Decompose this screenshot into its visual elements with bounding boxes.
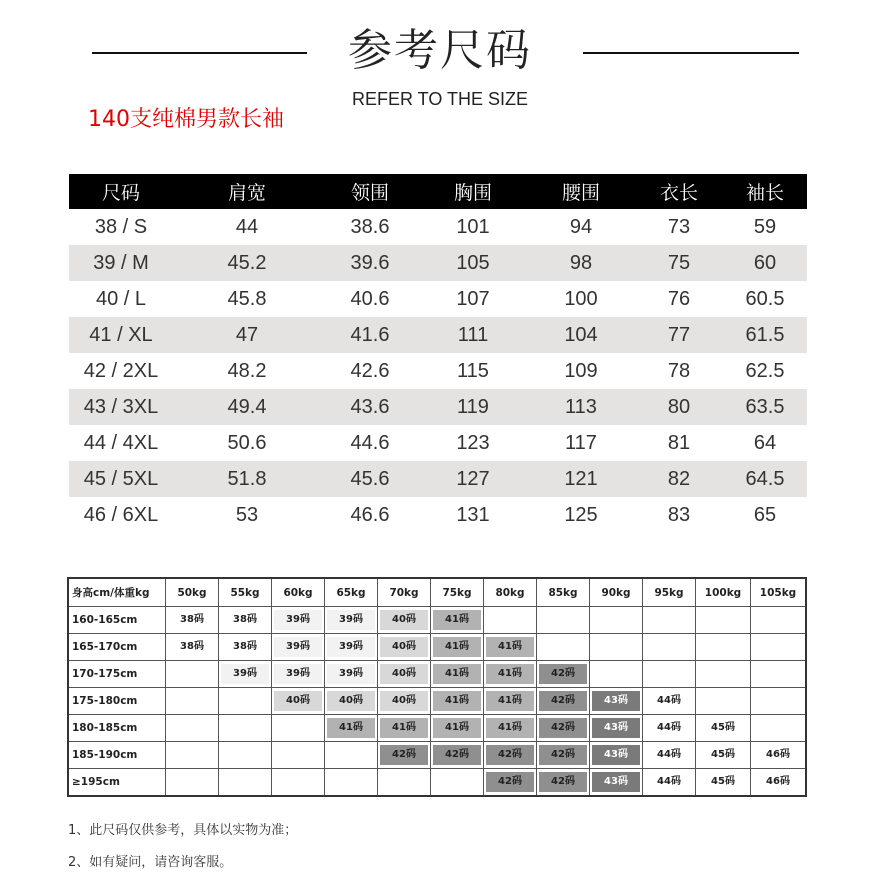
- rec-grid-cell: [590, 634, 643, 661]
- size-table-cell: 75: [667, 251, 691, 274]
- recommended-size-chip: 42码: [539, 691, 587, 711]
- rec-grid-cell: [219, 742, 272, 769]
- rec-grid-cell: [219, 634, 272, 661]
- size-table-cell: 65: [753, 503, 777, 526]
- recommended-size-chip: 42码: [486, 772, 534, 792]
- recommended-size-chip: 42码: [486, 745, 534, 765]
- size-table-cell: 73: [667, 215, 691, 238]
- rec-grid-cell: [431, 742, 484, 769]
- rec-grid-cell: [219, 769, 272, 797]
- size-table-cell: 44 / 4XL: [83, 431, 159, 454]
- size-table-cell: 40.6: [350, 287, 390, 310]
- size-table-cell: 127: [456, 467, 490, 490]
- rec-grid-weight-header: 50kg: [166, 578, 219, 607]
- rec-grid-cell: [272, 607, 325, 634]
- rec-grid-cell: [325, 661, 378, 688]
- size-table: [69, 174, 807, 533]
- rec-grid-cell: [431, 607, 484, 634]
- size-table-cell: 104: [564, 323, 598, 346]
- size-table-header-cell: 胸围: [453, 182, 492, 204]
- recommended-size-chip: 41码: [433, 664, 481, 684]
- recommended-size-chip: 41码: [433, 718, 481, 738]
- rec-grid-cell: [696, 715, 751, 742]
- rec-grid-row: [68, 634, 806, 661]
- rec-grid-height-label: 160-165cm: [68, 607, 166, 634]
- rec-grid-cell: [696, 634, 751, 661]
- rec-grid-cell: [378, 634, 431, 661]
- size-table-cell: 38.6: [350, 215, 390, 238]
- size-table-cell: 40 / L: [95, 287, 147, 310]
- rec-grid-cell: [643, 769, 696, 797]
- recommended-size-chip: 46码: [754, 745, 802, 765]
- recommended-size-chip: 40码: [380, 691, 428, 711]
- rec-grid-cell: [590, 715, 643, 742]
- rec-grid-cell: [272, 715, 325, 742]
- recommended-size-chip: 40码: [327, 691, 375, 711]
- size-table-cell: 53: [235, 503, 259, 526]
- size-table-cell: 80: [667, 395, 691, 418]
- size-table-cell: 121: [564, 467, 598, 490]
- rec-grid-cell: [537, 742, 590, 769]
- recommended-size-chip: 39码: [274, 610, 322, 630]
- rec-grid-cell: [537, 715, 590, 742]
- rec-grid-cell: [431, 688, 484, 715]
- size-table-cell: 38 / S: [94, 215, 148, 238]
- rec-grid-cell: [431, 715, 484, 742]
- title-rule-right: [583, 52, 799, 54]
- recommended-size-chip: 38码: [233, 614, 257, 625]
- rec-grid-cell: [378, 607, 431, 634]
- rec-grid-cell: [378, 688, 431, 715]
- rec-grid-cell: [378, 769, 431, 797]
- rec-grid-cell: [537, 607, 590, 634]
- size-table-cell: 39.6: [350, 251, 390, 274]
- rec-grid-cell: [272, 769, 325, 797]
- recommended-size-chip: 38码: [180, 641, 204, 652]
- size-table-cell: 60: [753, 251, 777, 274]
- rec-grid-weight-header: 85kg: [537, 578, 590, 607]
- rec-grid-cell: [751, 607, 807, 634]
- size-table-row: [69, 497, 807, 533]
- rec-grid-height-label: ≥195cm: [68, 769, 166, 797]
- rec-grid-height-label: 180-185cm: [68, 715, 166, 742]
- recommended-size-chip: 41码: [380, 718, 428, 738]
- size-table-cell: 48.2: [227, 359, 267, 382]
- rec-grid-cell: [484, 661, 537, 688]
- size-table-cell: 82: [667, 467, 691, 490]
- rec-grid-cell: [696, 607, 751, 634]
- recommended-size-chip: 44码: [645, 691, 693, 711]
- rec-grid-row: [68, 607, 806, 634]
- rec-grid-cell: [272, 742, 325, 769]
- rec-grid-cell: [751, 769, 807, 797]
- rec-grid-height-label: 185-190cm: [68, 742, 166, 769]
- recommended-size-chip: 39码: [221, 664, 269, 684]
- size-table-cell: 43.6: [350, 395, 390, 418]
- rec-grid-cell: [590, 769, 643, 797]
- recommended-size-chip: 45码: [699, 772, 747, 792]
- recommended-size-chip: 42码: [539, 745, 587, 765]
- size-table-row: [69, 461, 807, 497]
- product-subtitle: 140支纯棉男款长袖: [88, 107, 284, 132]
- rec-grid-cell: [325, 715, 378, 742]
- rec-grid-cell: [219, 661, 272, 688]
- rec-grid-weight-header: 90kg: [590, 578, 643, 607]
- rec-grid-cell: [590, 688, 643, 715]
- rec-grid-cell: [166, 634, 219, 661]
- rec-grid-row: [68, 688, 806, 715]
- rec-grid-cell: [325, 742, 378, 769]
- rec-grid-cell: [484, 607, 537, 634]
- rec-grid-height-label: 165-170cm: [68, 634, 166, 661]
- rec-grid-cell: [643, 634, 696, 661]
- rec-grid-row: [68, 661, 806, 688]
- rec-grid-cell: [484, 634, 537, 661]
- page-title: 参考尺码: [348, 25, 532, 76]
- rec-grid-cell: [166, 742, 219, 769]
- recommended-size-chip: 42码: [539, 718, 587, 738]
- rec-grid-cell: [751, 688, 807, 715]
- size-table-cell: 49.4: [227, 395, 267, 418]
- size-table-cell: 41 / XL: [89, 323, 153, 346]
- rec-grid-cell: [643, 715, 696, 742]
- title-rule-left: [92, 52, 307, 54]
- rec-grid-weight-header: 60kg: [272, 578, 325, 607]
- rec-grid-cell: [590, 607, 643, 634]
- size-table-cell: 125: [564, 503, 598, 526]
- size-table-cell: 115: [457, 359, 489, 382]
- rec-grid-cell: [537, 661, 590, 688]
- recommended-size-chip: 45码: [699, 745, 747, 765]
- rec-grid-cell: [166, 715, 219, 742]
- rec-grid-row: [68, 715, 806, 742]
- rec-grid-cell: [643, 607, 696, 634]
- size-table-cell: 42 / 2XL: [83, 359, 159, 382]
- recommended-size-chip: 42码: [539, 664, 587, 684]
- rec-grid-cell: [378, 742, 431, 769]
- rec-grid-weight-header: 105kg: [751, 578, 807, 607]
- recommended-size-chip: 43码: [592, 772, 640, 792]
- rec-grid-cell: [643, 688, 696, 715]
- rec-grid-cell: [272, 661, 325, 688]
- size-table-cell: 117: [565, 431, 597, 454]
- recommended-size-chip: 42码: [539, 772, 587, 792]
- size-table-cell: 78: [667, 359, 691, 382]
- size-table-cell: 44: [235, 215, 259, 238]
- recommended-size-chip: 41码: [486, 691, 534, 711]
- rec-grid-cell: [484, 742, 537, 769]
- recommended-size-chip: 39码: [274, 664, 322, 684]
- size-table-header-cell: 肩宽: [227, 182, 266, 204]
- rec-grid-cell: [537, 634, 590, 661]
- rec-grid-cell: [272, 688, 325, 715]
- rec-grid-cell: [219, 715, 272, 742]
- rec-grid-cell: [537, 769, 590, 797]
- recommended-size-chip: 43码: [592, 691, 640, 711]
- size-table-header: [69, 174, 807, 209]
- recommended-size-chip: 41码: [486, 718, 534, 738]
- size-table-row: [69, 425, 807, 461]
- rec-grid-cell: [378, 715, 431, 742]
- rec-grid-corner: 身高cm/体重kg: [68, 578, 166, 607]
- size-table-cell: 107: [456, 287, 490, 310]
- recommended-size-chip: 40码: [274, 691, 322, 711]
- rec-grid-cell: [166, 607, 219, 634]
- size-table-cell: 76: [667, 287, 691, 310]
- recommended-size-chip: 44码: [645, 745, 693, 765]
- rec-grid-cell: [325, 634, 378, 661]
- rec-grid-cell: [590, 661, 643, 688]
- size-table-cell: 109: [564, 359, 598, 382]
- rec-grid-cell: [751, 742, 807, 769]
- size-table-cell: 100: [564, 287, 598, 310]
- rec-grid-cell: [219, 607, 272, 634]
- size-table-row: [69, 353, 807, 389]
- recommended-size-chip: 44码: [645, 772, 693, 792]
- rec-grid-row: [68, 769, 806, 797]
- recommended-size-chip: 41码: [433, 610, 481, 630]
- size-table-cell: 51.8: [227, 467, 267, 490]
- size-table-cell: 43 / 3XL: [83, 395, 159, 418]
- rec-grid-cell: [166, 688, 219, 715]
- recommended-size-chip: 41码: [486, 664, 534, 684]
- size-table-cell: 101: [456, 215, 490, 238]
- size-table-cell: 63.5: [745, 395, 785, 418]
- rec-grid-weight-header: 100kg: [696, 578, 751, 607]
- rec-grid-cell: [696, 769, 751, 797]
- note-reference: 1、此尺码仅供参考，具体以实物为准；: [68, 823, 298, 838]
- recommended-size-chip: 40码: [380, 664, 428, 684]
- size-table-cell: 111: [457, 323, 489, 346]
- rec-grid-cell: [325, 769, 378, 797]
- rec-grid-cell: [484, 715, 537, 742]
- size-table-cell: 131: [456, 503, 490, 526]
- rec-grid-cell: [643, 742, 696, 769]
- size-table-row: [69, 209, 807, 245]
- size-table-header-cell: 袖长: [745, 182, 784, 204]
- size-table-cell: 83: [667, 503, 691, 526]
- rec-grid-height-label: 175-180cm: [68, 688, 166, 715]
- recommended-size-chip: 40码: [380, 610, 428, 630]
- rec-grid-cell: [696, 742, 751, 769]
- rec-grid-cell: [431, 769, 484, 797]
- recommended-size-chip: 40码: [380, 637, 428, 657]
- size-table-cell: 81: [667, 431, 691, 454]
- rec-grid-cell: [166, 661, 219, 688]
- recommended-size-chip: 45码: [699, 718, 747, 738]
- size-table-header-cell: 衣长: [659, 182, 698, 204]
- size-table-cell: 113: [565, 395, 597, 418]
- size-table-cell: 94: [569, 215, 593, 238]
- recommended-size-chip: 39码: [327, 664, 375, 684]
- size-table-cell: 119: [457, 395, 489, 418]
- size-table-cell: 45.2: [227, 251, 267, 274]
- size-table-cell: 47: [235, 323, 259, 346]
- size-table-cell: 50.6: [227, 431, 267, 454]
- rec-grid-cell: [431, 661, 484, 688]
- rec-grid-weight-header: 95kg: [643, 578, 696, 607]
- size-table-row: [69, 245, 807, 281]
- rec-grid-cell: [696, 688, 751, 715]
- rec-grid-cell: [590, 742, 643, 769]
- size-table-row: [69, 281, 807, 317]
- size-table-cell: 98: [569, 251, 593, 274]
- recommended-size-chip: 43码: [592, 718, 640, 738]
- recommended-size-chip: 42码: [380, 745, 428, 765]
- rec-grid-weight-header: 55kg: [219, 578, 272, 607]
- rec-grid-cell: [219, 688, 272, 715]
- recommended-size-chip: 43码: [592, 745, 640, 765]
- size-table-cell: 105: [456, 251, 490, 274]
- size-table-cell: 62.5: [745, 359, 785, 382]
- rec-grid-weight-header: 80kg: [484, 578, 537, 607]
- size-table-row: [69, 389, 807, 425]
- size-table-header-cell: 尺码: [101, 182, 140, 204]
- recommended-size-chip: 38码: [233, 641, 257, 652]
- rec-grid-cell: [484, 688, 537, 715]
- size-table-cell: 123: [456, 431, 490, 454]
- size-table-cell: 45.6: [350, 467, 390, 490]
- recommended-size-chip: 46码: [754, 772, 802, 792]
- rec-grid-cell: [378, 661, 431, 688]
- size-table-cell: 64: [753, 431, 777, 454]
- rec-grid-weight-header: 75kg: [431, 578, 484, 607]
- recommended-size-chip: 44码: [645, 718, 693, 738]
- size-table-cell: 45.8: [227, 287, 267, 310]
- rec-grid-cell: [696, 661, 751, 688]
- size-table-cell: 41.6: [350, 323, 390, 346]
- rec-grid-cell: [751, 634, 807, 661]
- recommended-size-chip: 38码: [180, 614, 204, 625]
- rec-grid-height-label: 170-175cm: [68, 661, 166, 688]
- rec-grid-cell: [537, 688, 590, 715]
- size-table-cell: 60.5: [745, 287, 785, 310]
- note-contact: 2、如有疑问，请咨询客服。: [68, 855, 233, 870]
- recommended-size-chip: 41码: [327, 718, 375, 738]
- size-table-cell: 46 / 6XL: [83, 503, 159, 526]
- size-recommendation-grid: [67, 577, 807, 797]
- recommended-size-chip: 41码: [433, 637, 481, 657]
- size-table-cell: 45 / 5XL: [83, 467, 159, 490]
- page-title-english: REFER TO THE SIZE: [351, 89, 529, 109]
- size-table-cell: 64.5: [745, 467, 785, 490]
- recommended-size-chip: 42码: [433, 745, 481, 765]
- recommended-size-chip: 39码: [327, 610, 375, 630]
- rec-grid-weight-header: 65kg: [325, 578, 378, 607]
- size-table-cell: 46.6: [350, 503, 390, 526]
- rec-grid-header-row: [68, 578, 806, 607]
- size-table-header-cell: 领围: [350, 182, 389, 204]
- size-table-cell: 44.6: [350, 431, 390, 454]
- recommended-size-chip: 41码: [433, 691, 481, 711]
- rec-grid-cell: [431, 634, 484, 661]
- recommended-size-chip: 39码: [327, 637, 375, 657]
- size-table-cell: 59: [753, 215, 777, 238]
- size-table-cell: 77: [667, 323, 691, 346]
- rec-grid-cell: [484, 769, 537, 797]
- size-table-cell: 61.5: [745, 323, 785, 346]
- rec-grid-cell: [643, 661, 696, 688]
- size-table-row: [69, 317, 807, 353]
- size-table-header-cell: 腰围: [561, 182, 600, 204]
- rec-grid-cell: [325, 607, 378, 634]
- rec-grid-cell: [751, 661, 807, 688]
- recommended-size-chip: 39码: [274, 637, 322, 657]
- rec-grid-weight-header: 70kg: [378, 578, 431, 607]
- rec-grid-cell: [325, 688, 378, 715]
- size-table-cell: 39 / M: [93, 251, 149, 274]
- rec-grid-cell: [166, 769, 219, 797]
- rec-grid-cell: [272, 634, 325, 661]
- recommended-size-chip: 41码: [486, 637, 534, 657]
- size-table-cell: 42.6: [350, 359, 390, 382]
- rec-grid-cell: [751, 715, 807, 742]
- rec-grid-row: [68, 742, 806, 769]
